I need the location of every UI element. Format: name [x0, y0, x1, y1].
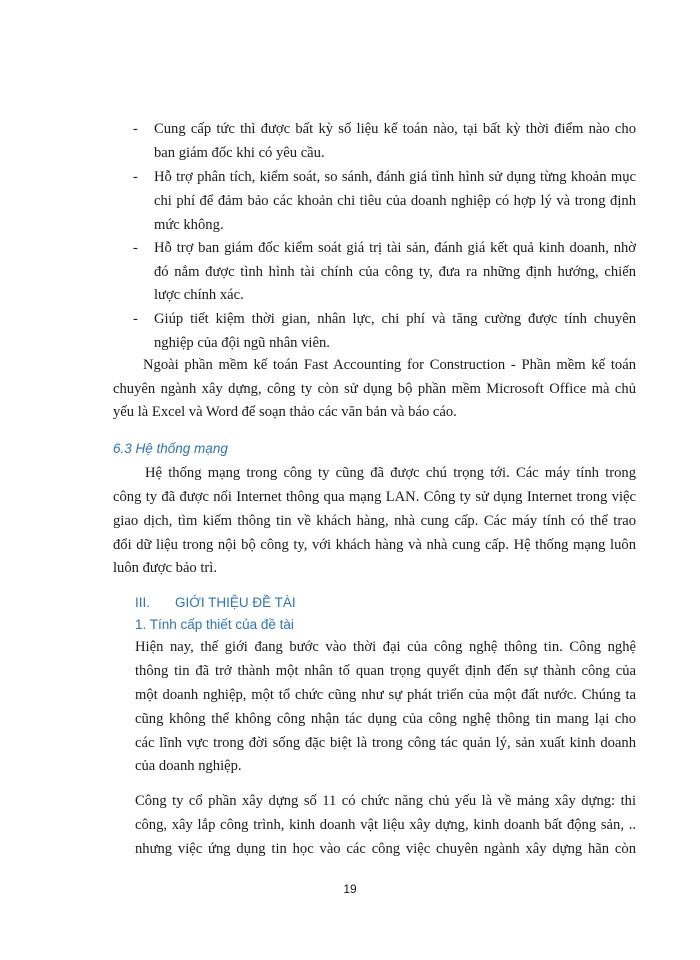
paragraph-line: Hiện nay, thế giới đang bước vào thời đại của công nghệ thông tin. Công nghệ — [135, 639, 636, 655]
bullet-line: lược chính xác. — [154, 287, 244, 303]
paragraph-line: một doanh nghiệp, một tổ chức cũng như sự phát triển của một đất nước. Chúng ta — [135, 687, 636, 703]
bullet-line: đó nắm được tình hình tài chính của công ty, đưa ra những định hướng, chiến — [154, 264, 636, 280]
paragraph-line: công ty đã được nối Internet thông qua mạng LAN. Công ty sử dụng Internet trong việc — [113, 489, 636, 505]
bullet-line: chi phí để đảm bảo các khoản chi tiêu của doanh nghiệp có hợp lý và trong định — [154, 193, 636, 209]
paragraph-line: giao dịch, tìm kiếm thông tin về khách hàng, nhà cung cấp. Các máy tính có thể trao — [113, 513, 636, 529]
section-title: GIỚI THIỆU ĐỀ TÀI — [175, 595, 296, 610]
bullet-line: Hỗ trợ ban giám đốc kiểm soát giá trị tài sản, đánh giá kết quả kinh doanh, nhờ — [154, 240, 636, 256]
paragraph-line: của doanh nghiệp. — [135, 758, 242, 774]
section-heading-6-3: 6.3 Hệ thống mạng — [113, 441, 228, 456]
paragraph-line: cũng không thể không công nhận tác dụng của công nghệ thông tin mang lại cho — [135, 711, 636, 727]
paragraph-line: công, xây lắp công trình, kinh doanh vật liệu xây dựng, kinh doanh bất động sản, .. — [135, 817, 636, 833]
paragraph-line: các lĩnh vực trong đời sống đặc biệt là trong công tác quản lý, sản xuất kinh doanh — [135, 735, 636, 751]
paragraph-line: đổi dữ liệu trong nội bộ công ty, với khách hàng và nhà cung cấp. Hệ thống mạng luôn — [113, 537, 636, 553]
paragraph-line: thông tin đã trở thành một nhân tố quan trọng quyết định đến sự thành công của — [135, 663, 636, 679]
bullet-dash: - — [133, 121, 138, 137]
bullet-line: ban giám đốc khi có yêu cầu. — [154, 145, 325, 161]
paragraph-line: nhưng việc ứng dụng tin học vào các công việc chuyên ngành xây dựng hãn còn — [135, 841, 636, 857]
paragraph-line: Công ty cổ phần xây dựng số 11 có chức năng chủ yếu là về mảng xây dựng: thi — [135, 793, 636, 809]
paragraph-line: luôn được bảo trì. — [113, 560, 217, 576]
bullet-dash: - — [133, 240, 138, 256]
bullet-line: nghiệp của đội ngũ nhân viên. — [154, 335, 330, 351]
section-number: III. — [135, 595, 151, 610]
bullet-line: mức không. — [154, 217, 224, 233]
bullet-line: Giúp tiết kiệm thời gian, nhân lực, chi phí và tăng cường được tính chuyên — [154, 311, 636, 327]
bullet-dash: - — [133, 169, 138, 185]
paragraph-line: chuyên ngành xây dựng, công ty còn sử dụng bộ phần mềm Microsoft Office mà chủ — [113, 381, 636, 397]
bullet-line: Hỗ trợ phân tích, kiểm soát, so sánh, đánh giá tình hình sử dụng từng khoản mục — [154, 169, 636, 185]
bullet-line: Cung cấp tức thì được bất kỳ số liệu kế toán nào, tại bất kỳ thời điểm nào cho — [154, 121, 636, 137]
bullet-dash: - — [133, 311, 138, 327]
subsection-heading-1: 1. Tính cấp thiết của đề tài — [135, 617, 294, 632]
paragraph-line: Hệ thống mạng trong công ty cũng đã được chú trọng tới. Các máy tính trong — [145, 465, 636, 481]
paragraph-line: Ngoài phần mềm kế toán Fast Accounting for Construction - Phần mềm kế toán — [143, 357, 636, 373]
paragraph-line: yếu là Excel và Word để soạn thảo các văn bản và báo cáo. — [113, 404, 457, 420]
page-number: 19 — [343, 882, 357, 896]
